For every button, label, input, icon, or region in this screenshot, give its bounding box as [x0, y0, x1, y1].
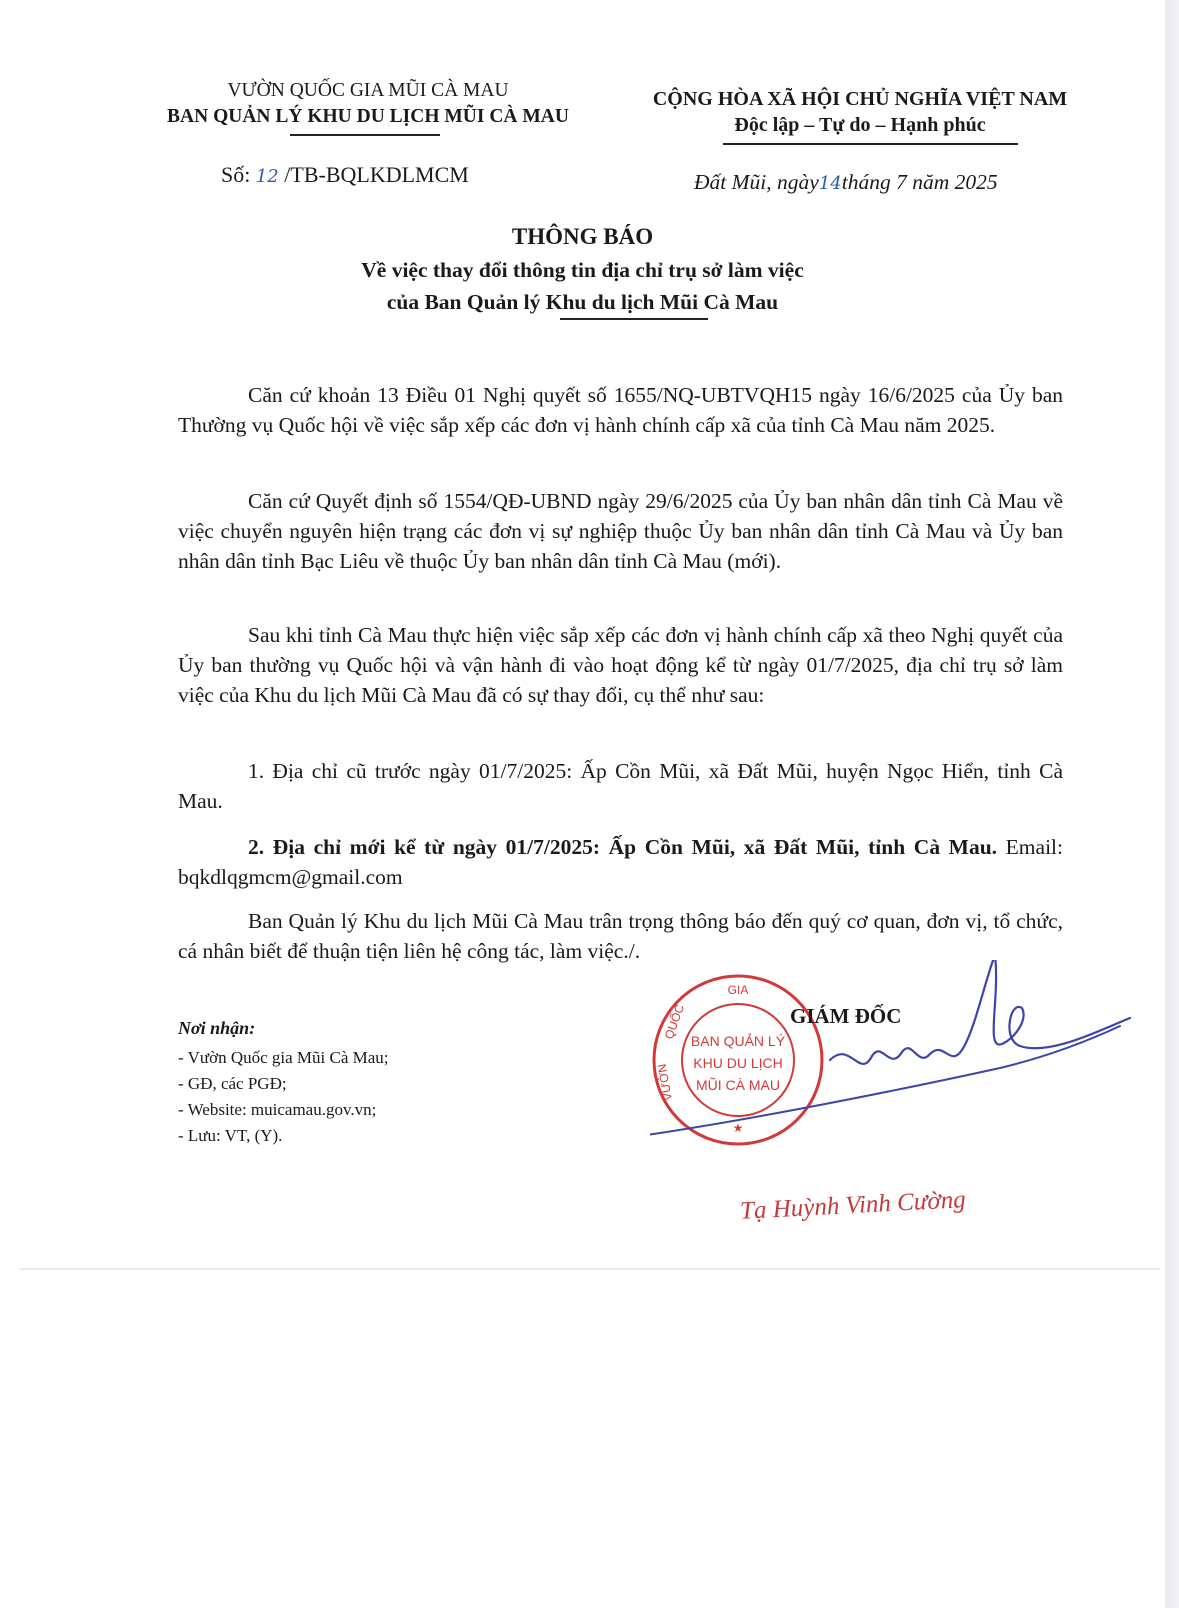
handwritten-day: 14: [818, 173, 842, 194]
document-title: THÔNG BÁO: [511, 224, 654, 249]
svg-text:★: ★: [732, 1121, 744, 1135]
paragraph-closing: Ban Quản lý Khu du lịch Mũi Cà Mau trân trọng thông báo đến quý cơ quan, đơn vị, tổ chức, cá nhân biết để thuận tiện liên hệ công tác, làm việc./.: [178, 908, 1063, 963]
paragraph-legal-basis-1: Căn cứ khoản 13 Điều 01 Nghị quyết số 1655/NQ-UBTVQH15 ngày 16/6/2025 của Ủy ban Thường vụ Quốc hội về việc sắp xếp các đơn vị hành chính cấp xã của tỉnh Cà Mau năm 2025.: [178, 382, 1063, 437]
paragraph-old-address: 1. Địa chỉ cũ trước ngày 01/7/2025: Ấp Cồn Mũi, xã Đất Mũi, huyện Ngọc Hiển, tỉnh Cà Mau.: [178, 758, 1063, 813]
document-number: Số: 12 /TB-BQLKDLMCM: [221, 162, 469, 187]
place-date: Đất Mũi, ngày14tháng 7 năm 2025: [694, 170, 998, 194]
svg-text:GIA: GIA: [727, 983, 749, 997]
scroll-edge: [1165, 0, 1179, 1608]
handwritten-number: 12: [255, 166, 279, 187]
recipient-item: - Vườn Quốc gia Mũi Cà Mau;: [178, 1048, 389, 1067]
recipients-title: Nơi nhận:: [178, 1018, 256, 1038]
recipient-item: - GĐ, các PGĐ;: [178, 1074, 287, 1093]
org-line-2: BAN QUẢN LÝ KHU DU LỊCH MŨI CÀ MAU: [167, 106, 569, 127]
svg-text:MŨI CÀ MAU: MŨI CÀ MAU: [696, 1077, 780, 1093]
new-address-email: Email: bqkdlqgmcm@gmail.com: [178, 834, 1063, 889]
national-title: CỘNG HÒA XÃ HỘI CHỦ NGHĨA VIỆT NAM: [652, 88, 1068, 110]
paragraph-context: Sau khi tỉnh Cà Mau thực hiện việc sắp xếp các đơn vị hành chính cấp xã theo Nghị quyết của Ủy ban thường vụ Quốc hội và vận hành đi vào hoạt động kể từ ngày 01/7/2025, địa chỉ trụ sở làm việc của Khu du lịch Mũi Cà Mau đã có sự thay đổi, cụ thể như sau:: [178, 622, 1063, 707]
motto-underline: [723, 143, 1018, 145]
page-edge: [20, 1268, 1160, 1270]
handwritten-signature: [650, 960, 1150, 1160]
paragraph-legal-basis-2: Căn cứ Quyết định số 1554/QĐ-UBND ngày 29/6/2025 của Ủy ban nhân dân tỉnh Cà Mau về việc chuyển nguyên hiện trạng các đơn vị sự nghiệp thuộc Ủy ban nhân dân tỉnh Cà Mau và Ủy ban nhân dân tỉnh Bạc Liêu về thuộc Ủy ban nhân dân tỉnh Cà Mau (mới).: [178, 488, 1063, 573]
national-motto: Độc lập – Tự do – Hạnh phúc: [734, 114, 986, 136]
blank-lower-area: [0, 1268, 1165, 1608]
recipient-item: - Website: muicamau.gov.vn;: [178, 1100, 377, 1119]
org-line-1: VƯỜN QUỐC GIA MŨI CÀ MAU: [227, 80, 509, 101]
org-underline: [290, 134, 440, 136]
document-subject-line-1: Về việc thay đổi thông tin địa chỉ trụ sở làm việc: [361, 258, 804, 282]
recipient-item: - Lưu: VT, (Y).: [178, 1126, 283, 1145]
signer-name: Tạ Huỳnh Vinh Cường: [739, 1186, 967, 1225]
svg-text:BAN QUẢN LÝ: BAN QUẢN LÝ: [690, 1033, 786, 1049]
title-underline: [560, 318, 708, 320]
signer-role: GIÁM ĐỐC: [790, 1004, 902, 1028]
svg-text:KHU DU LỊCH: KHU DU LỊCH: [693, 1055, 783, 1071]
paragraph-new-address: [178, 832, 1063, 892]
svg-text:QUỐC: QUỐC: [661, 1002, 688, 1042]
new-address-bold: 2. Địa chỉ mới kể từ ngày 01/7/2025: Ấp Cồn Mũi, xã Đất Mũi, tỉnh Cà Mau.: [248, 834, 998, 859]
svg-text:VƯỜN: VƯỜN: [654, 1062, 675, 1102]
document-subject-line-2: của Ban Quản lý Khu du lịch Mũi Cà Mau: [386, 290, 779, 314]
